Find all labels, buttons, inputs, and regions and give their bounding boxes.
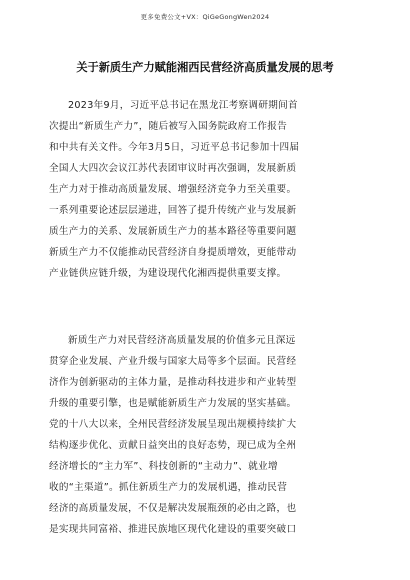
paragraph-2 [49,330,363,540]
paragraph-line: 经济的高质量发展，不仅是解决发展瓶颈的必由之路，也 [49,503,297,514]
paragraph-line: 贯穿企业发展、产业升级与国家大局等多个层面。民营经 [49,356,297,367]
paragraph-line: 济作为创新驱动的主体力量，是推动科技进步和产业转型 [49,377,297,388]
paragraph-1 [49,95,363,284]
paragraph-line: 质生产力的关系、发展新质生产力的基本路径等重要问题 [49,226,297,237]
paragraph-line: 新质生产力不仅能推动民营经济自身提质增效，更能带动 [49,247,297,258]
paragraph-line: 一系列重要论述层层递进，回答了提升传统产业与发展新 [49,205,297,216]
paragraph-line: 产业链供应链升级，为建设现代化湘西提供重要支撑。 [49,268,287,279]
paragraph-line: 生产力对于推动高质量发展、增强经济竞争力至关重要。 [49,184,297,195]
paragraph-line: 次提出“新质生产力”，随后被写入国务院政府工作报告 [49,121,288,132]
paragraph-line: 是实现共同富裕、推进民族地区现代化建设的重要突破口 [49,524,297,535]
paragraph-line: 2023年9月，习近平总书记在黑龙江考察调研期间首 [68,100,298,111]
document-title: 关于新质生产力赋能湘西民营经济高质量发展的思考 [76,61,334,74]
paragraph-line: 全国人大四次会议江苏代表团审议时再次强调，发展新质 [49,163,297,174]
paragraph-line: 升级的重要引擎，也是赋能新质生产力发展的坚实基础。 [49,398,297,409]
paragraph-line: 党的十八大以来，全州民营经济发展呈现出规模持续扩大 [49,419,297,430]
header-note: 更多免费公文+VX：QiGeGongWen2024 [140,13,270,21]
paragraph-line: 结构逐步优化、贡献日益突出的良好态势，现已成为全州 [49,440,297,451]
paragraph-line: 和中共有关文件。今年3月5日，习近平总书记参加十四届 [49,142,300,153]
paragraph-line: 经济增长的“主力军”、科技创新的“主动力”、就业增 [49,461,278,472]
paragraph-line: 新质生产力对民营经济高质量发展的价值多元且深远 [68,335,296,346]
paragraph-line: 收的“主渠道”。抓住新质生产力的发展机遇，推动民营 [49,482,288,493]
